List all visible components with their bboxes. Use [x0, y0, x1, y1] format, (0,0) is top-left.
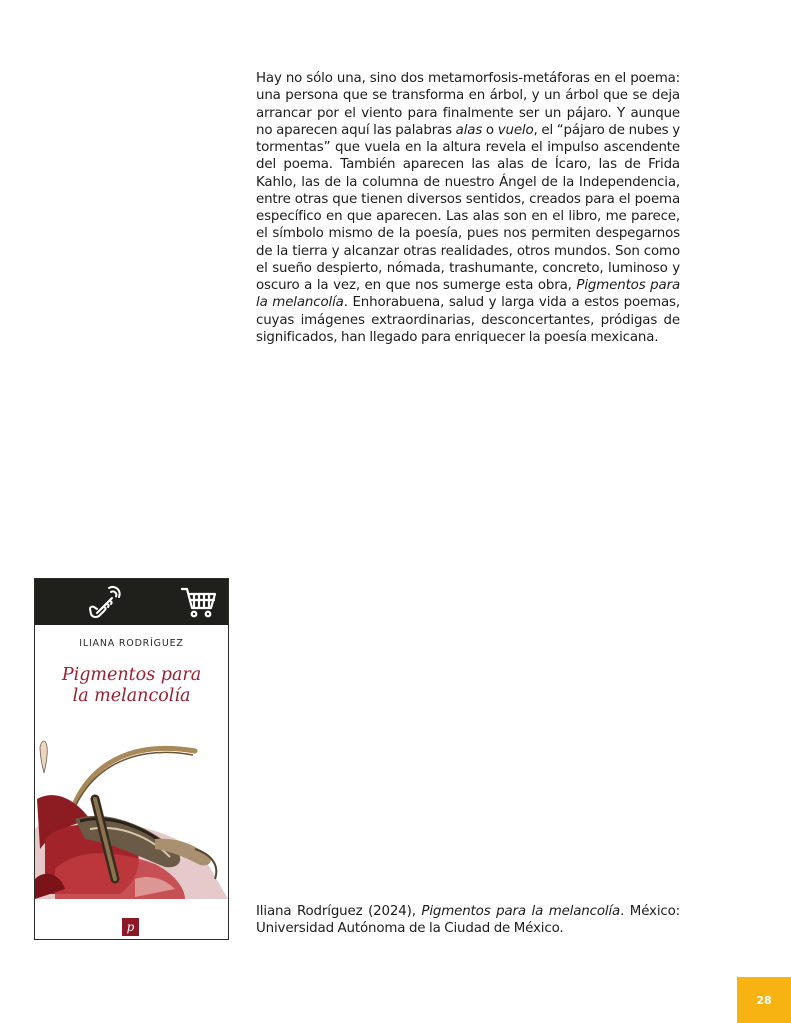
book-action-bar [35, 579, 228, 625]
paragraph-part: , el “pájaro de nubes y tormentas” que vuela en la altura revela el impulso ascendente del poema. También aparecen las alas de Ícaro, las de Frida Kahlo, las de la columna de nuestro Ángel de la Independencia, entre otras que tienen diversos sentidos, creados para el poema específico en que aparecen. Las alas son en el libro, me parece, el símbolo mismo de la poesía, pues nos permiten despegarnos de la tierra y alcanzar otras realidades, otros mundos. Son como el sueño despierto, nómada, trashumante, concreto, luminoso y oscuro a la vez, en que nos sumerge esta obra, [256, 122, 681, 293]
book-author: ILIANA RODRÍGUEZ [79, 638, 184, 649]
touch-hand-icon[interactable] [85, 581, 129, 623]
paragraph-part: Hay no sólo una, sino dos metamorfosis-metáforas en el poema: una persona que se transforma en árbol, y un árbol que se deja arrancar por el viento para finalmente ser un pájaro. Y aunque no aparecen aquí las palabras [256, 71, 680, 138]
book-title-line: la melancolía [72, 686, 191, 706]
book-title-line: Pigmentos para [61, 665, 202, 685]
cover-artwork [35, 729, 228, 899]
publisher-logo: p [122, 918, 139, 936]
shopping-cart-icon[interactable] [177, 581, 221, 623]
paragraph-part: o [482, 122, 498, 138]
article-paragraph [256, 70, 680, 346]
citation-book-title: Pigmentos para la melancolía [421, 904, 621, 919]
book-cover [34, 578, 229, 940]
italic-word-alas: alas [455, 122, 483, 138]
citation-part: . México: Universidad Autónoma de la Ciudad de México. [256, 904, 681, 937]
paragraph-part: . Enhorabuena, salud y larga vida a estos poemas, cuyas imágenes extraordinarias, desconcertantes, pródigas de significados, han llegado para enriquecer la poesía mexicana. [256, 295, 680, 345]
italic-word-vuelo: vuelo [497, 122, 534, 138]
book-title [35, 665, 228, 707]
page-number-badge: 28 [737, 977, 791, 1023]
italic-book-title: Pigmentos para la melancolía [256, 278, 680, 311]
book-citation [256, 903, 680, 938]
citation-part: Iliana Rodríguez (2024), [256, 904, 422, 919]
article-text [256, 70, 680, 346]
